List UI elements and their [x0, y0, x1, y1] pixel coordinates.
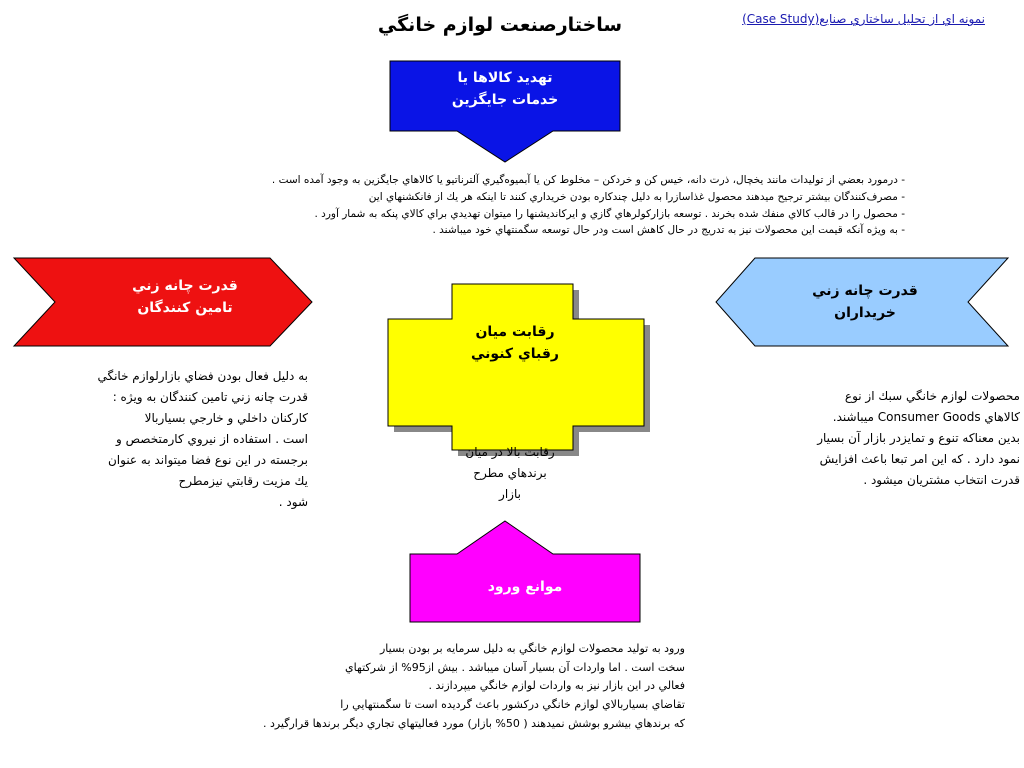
suppliers-label-line: تامين كنندگان: [137, 299, 233, 316]
entry-arrow-shape[interactable]: [410, 521, 640, 622]
suppliers-label-line: قدرت چانه زني: [132, 278, 238, 294]
description-line: رقابت بالا در ميان: [465, 445, 555, 459]
description-line: كه برندهاي بيشرو بوشش نميدهند ( 50% بازار) مورد فعاليتهاي تجاري ديگر برندها قرارگيرد .: [262, 716, 685, 730]
description-line: بازار: [499, 487, 521, 501]
description-line: برجسته در اين نوع فضا ميتواند به عنوان: [107, 453, 308, 467]
buyers-description: [740, 386, 1020, 491]
description-line: يك مزيت رقابتي نيزمطرح: [178, 474, 308, 488]
entry-label-line: موانع ورود: [487, 579, 563, 595]
case-study-link[interactable]: نمونه اي از تحليل ساختاري صنايع(Case Study): [742, 12, 985, 26]
description-line: - مصرف‌كنندگان بيشتر ترجيح ميدهند محصول غذاسازرا به دليل چندكاره بودن خريداري كنند تا اينكه هر يك از فانكشنهاي اين: [368, 190, 905, 203]
description-line: قدرت انتخاب مشتريان ميشود .: [863, 473, 1020, 487]
entry-barriers-label: [410, 577, 640, 599]
description-line: - محصول را در قالب كالاي منفك شده بخرند . توسعه بازاركولرهاي گازي و ايركانديشنها را ميتوان تهديدي براي كالاي پنكه به شمار آورد .: [314, 207, 905, 220]
description-line: كاركنان داخلي و خارجي بسياربالا: [144, 411, 308, 425]
description-line: بدين معناكه تنوع و تمايزدر بازار آن بسيار: [817, 431, 1020, 445]
description-line: است . استفاده از نيروي كارمتخصص و: [116, 432, 308, 446]
description-line: - درمورد بعضي از توليدات مانند يخچال، ذرت دانه، خيس ‌کن و خردكن – مخلوط كن يا آبميوه‌گيري آلترناتيو يا كالاهاي جايگزين به وجود آمده است .: [271, 174, 905, 186]
description-line: شود .: [278, 495, 308, 509]
description-line: قدرت چانه زني تامين كنندگان به ويژه :: [112, 390, 308, 404]
description-line: محصولات لوازم خانگي سبك از نوع: [844, 389, 1020, 403]
buyers-label-line: قدرت چانه زني: [812, 283, 918, 299]
description-line: برندهاي مطرح: [473, 466, 547, 480]
substitutes-label-line: تهديد كالاها يا: [457, 70, 553, 86]
description-line: ورود به توليد محصولات لوازم خانگي به دليل سرمايه بر بودن بسيار: [379, 642, 685, 655]
description-line: نمود دارد . كه اين امر تبعا باعث افزايش: [819, 452, 1020, 466]
description-line: به دليل فعال بودن فضاي بازارلوازم خانگي: [97, 369, 308, 383]
rivalry-description: [445, 442, 575, 505]
rivalry-label: [430, 322, 600, 365]
substitutes-description: [200, 172, 905, 239]
description-line: فعالي در اين بازار نيز به واردات لوازم خانگي ميپردازند .: [428, 679, 685, 693]
rivalry-label-line: رقباي كنوني: [471, 345, 559, 362]
description-line: - به ويژه آنكه قيمت اين محصولات نيز به تدريج در حال كاهش است ودر حال توسعه سگمنتهاي خود ميباشند .: [432, 224, 905, 237]
buyers-label: [770, 281, 960, 324]
substitutes-label: [400, 68, 610, 111]
page-title: ساختارصنعت لوازم خانگي: [377, 14, 623, 36]
entry-barriers-description: [200, 640, 685, 733]
buyers-label-line: خريداران: [834, 304, 896, 321]
suppliers-description: [38, 366, 308, 513]
rivalry-cross-shape[interactable]: [388, 284, 644, 450]
description-line: تقاضاي بسياربالاي لوازم خانگي دركشور باعث گرديده است تا سگمنتهايي را: [340, 698, 685, 712]
description-line: كالاهاي Consumer Goods ميباشند.: [832, 410, 1020, 424]
description-line: سخت است . اما واردات آن بسيار آسان ميباشد . بيش از95% از شركتهاي: [345, 660, 685, 674]
rivalry-label-line: رقابت ميان: [475, 324, 555, 340]
suppliers-label: [80, 276, 290, 319]
substitutes-label-line: خدمات جايگزين: [451, 91, 559, 108]
